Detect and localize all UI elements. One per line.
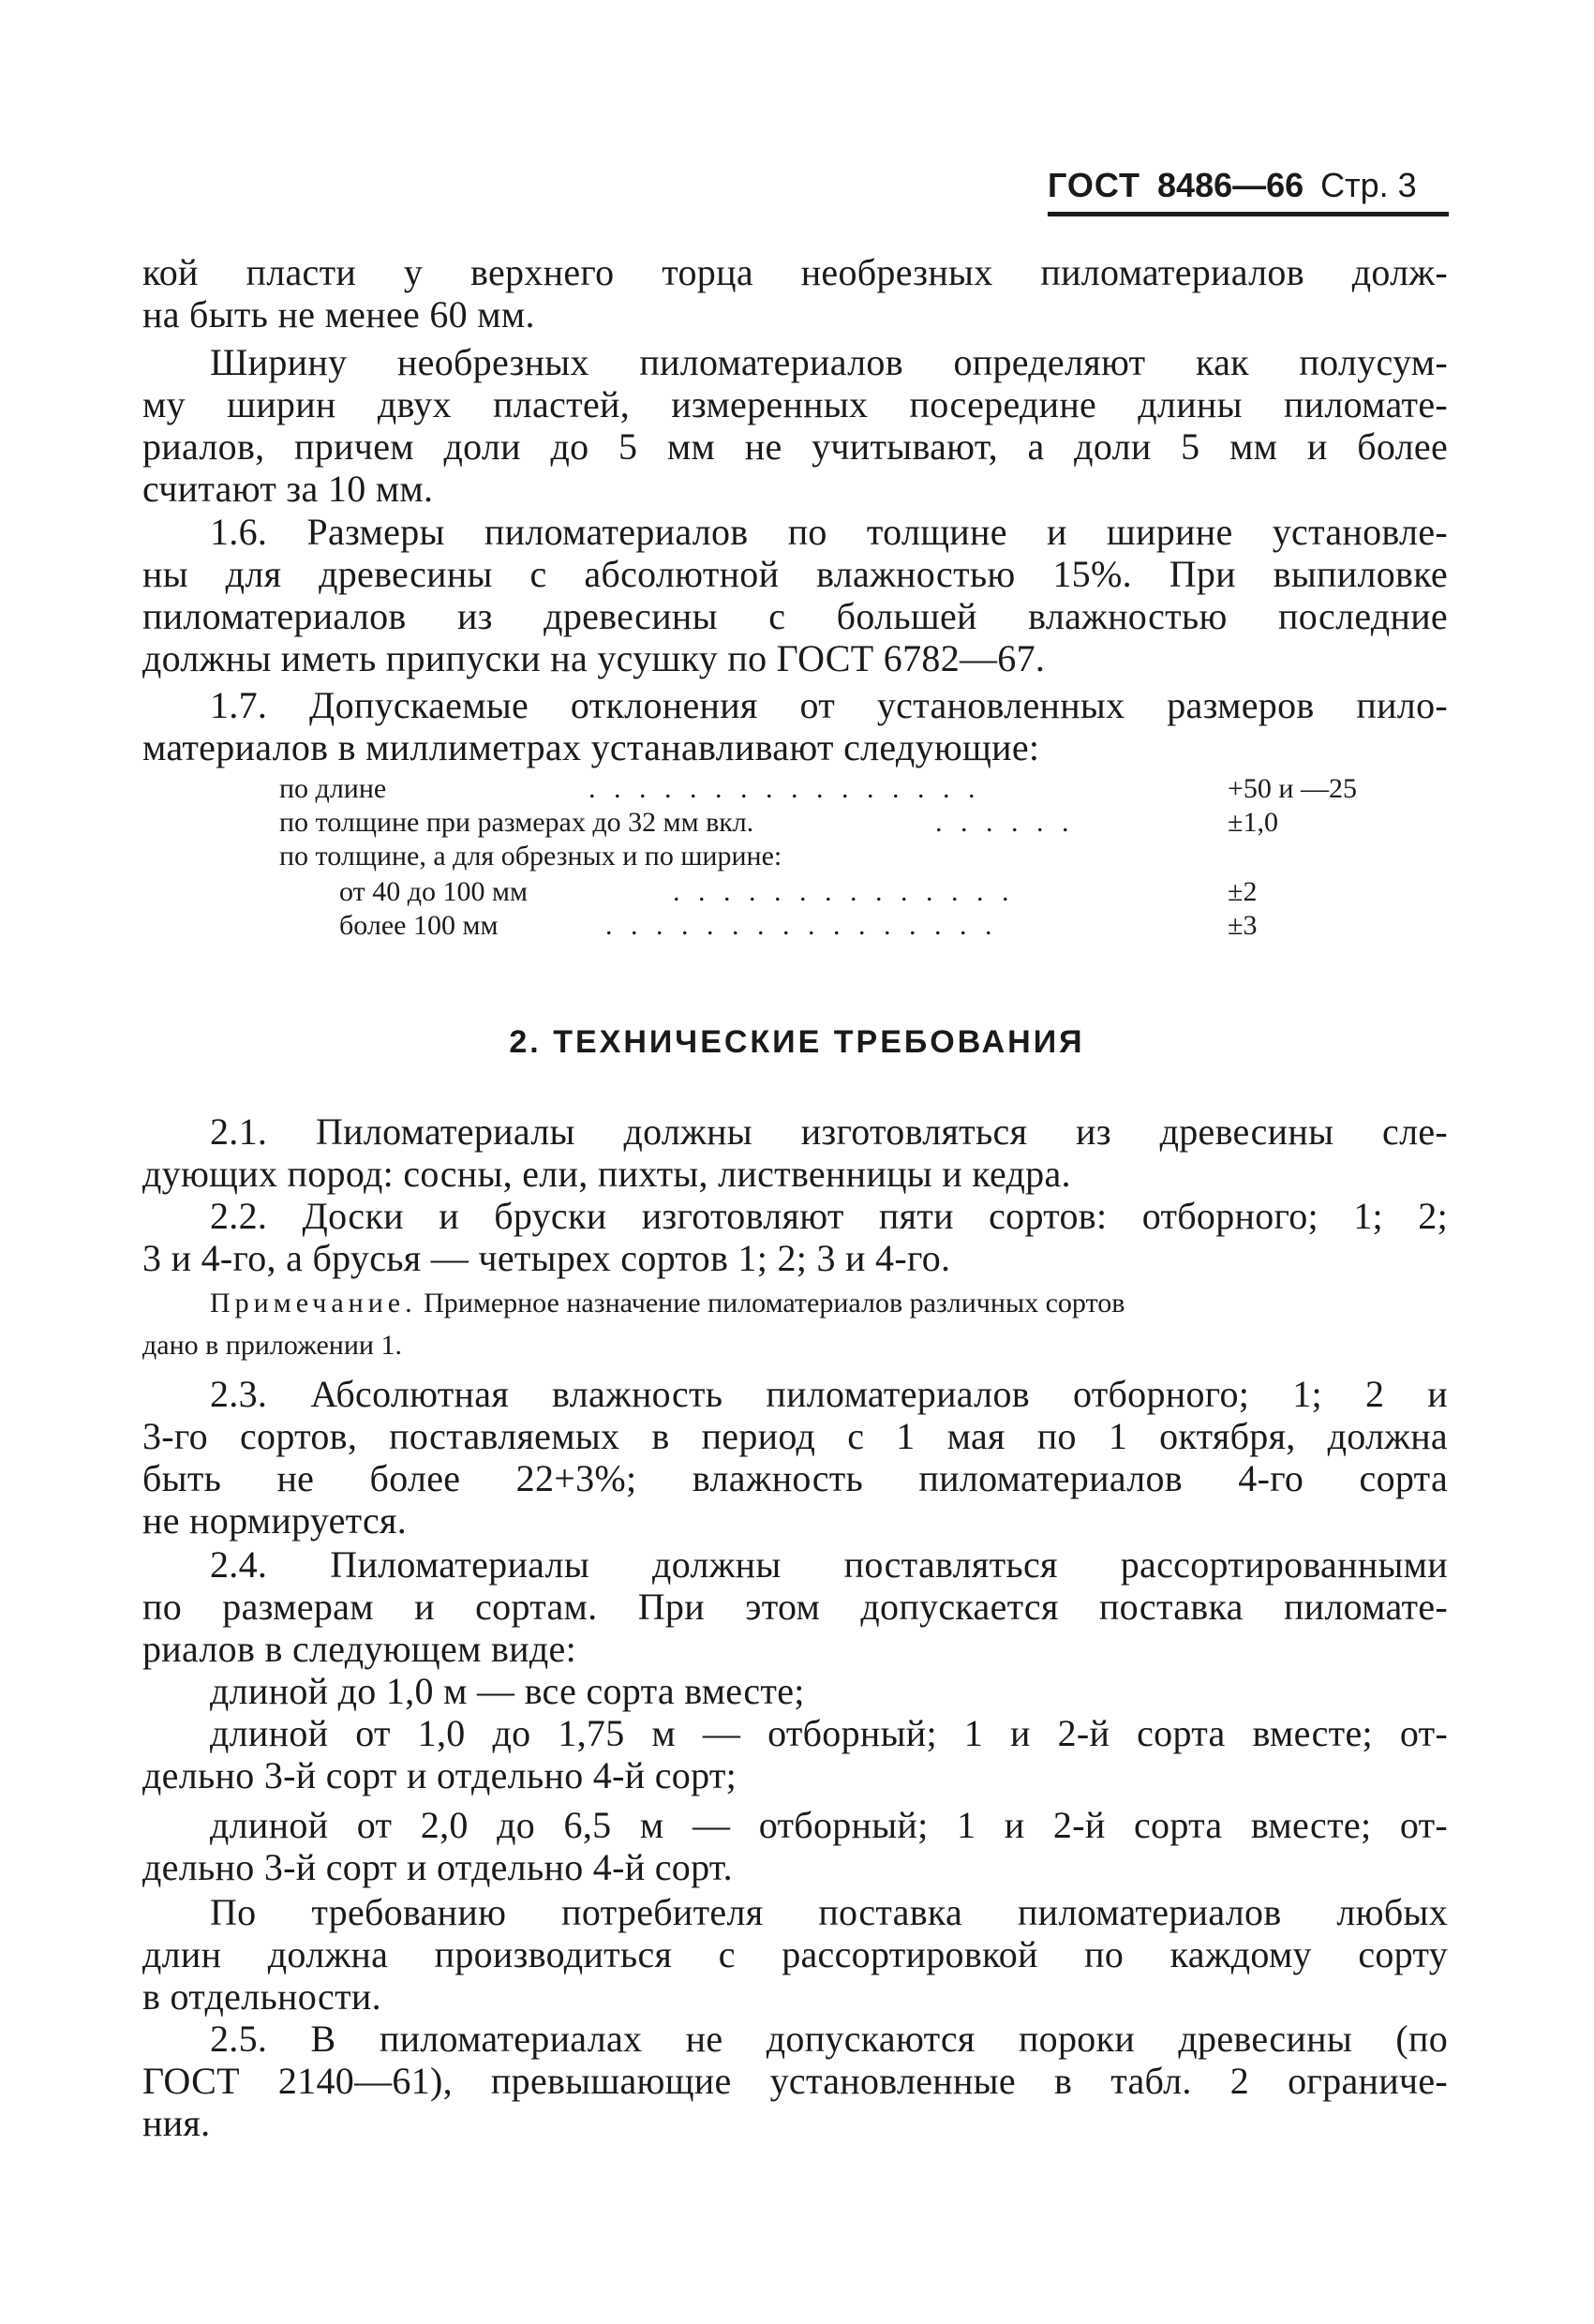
note-line: дано в приложении 1. bbox=[142, 1330, 402, 1361]
text-line: на быть не менее 60 мм. bbox=[142, 293, 535, 335]
text-line: ны для древесины с абсолютной влажностью 15%. При выпиловке bbox=[142, 553, 1448, 595]
text-line: пиломатериалов из древесины с большей влажностью последние bbox=[142, 595, 1448, 637]
note-label: Примечание. bbox=[210, 1288, 417, 1318]
text-line: дующих пород: сосны, ели, пихты, лиственницы и кедра. bbox=[142, 1153, 1071, 1195]
text-line: риалов, причем доли до 5 мм не учитывают, а доли 5 мм и более bbox=[142, 425, 1448, 468]
deviation-label: по толщине, а для обрезных и по ширине: bbox=[279, 841, 782, 872]
text-line: должны иметь припуски на усушку по ГОСТ 6782—67. bbox=[142, 637, 1046, 679]
note-block bbox=[142, 1282, 1448, 1366]
text-line: ния. bbox=[142, 2102, 211, 2144]
deviation-row-thickness bbox=[279, 806, 1451, 840]
paragraph-1-7 bbox=[142, 684, 1448, 768]
text-line: длиной до 1,0 м — все сорта вместе; bbox=[210, 1670, 805, 1712]
deviation-label: по длине bbox=[279, 773, 387, 804]
paragraph-width-measure bbox=[142, 341, 1448, 510]
text-line: 2.3. Абсолютная влажность пиломатериалов отборного; 1; 2 и bbox=[210, 1373, 1448, 1415]
text-line: Ширину необрезных пиломатериалов определяют как полусум- bbox=[210, 341, 1448, 383]
text-line: 3 и 4-го, а брусья — четырех сортов 1; 2; 3 и 4-го. bbox=[142, 1237, 951, 1279]
text-line: му ширин двух пластей, измеренных посередине длины пиломате- bbox=[142, 383, 1448, 425]
text-line: 2.4. Пиломатериалы должны поставляться рассортированными bbox=[210, 1543, 1448, 1586]
paragraph-2-1 bbox=[142, 1110, 1448, 1195]
text-line: 2.2. Доски и бруски изготовляют пяти сортов: отборного; 1; 2; bbox=[210, 1195, 1448, 1237]
paragraph-continuation bbox=[142, 251, 1448, 335]
header-page-number: Стр. 3 bbox=[1320, 166, 1417, 204]
text-line: 2.5. В пиломатериалах не допускаются пороки древесины (по bbox=[210, 2018, 1448, 2060]
text-line: кой пласти у верхнего торца необрезных пиломатериалов долж- bbox=[142, 251, 1448, 293]
text-line: быть не более 22+3%; влажность пиломатериалов 4-го сорта bbox=[142, 1457, 1448, 1499]
paragraph-2-2 bbox=[142, 1195, 1448, 1279]
deviation-row-width-heading bbox=[279, 840, 1451, 873]
paragraph-1-6 bbox=[142, 511, 1448, 679]
text-line: по размерам и сортам. При этом допускается поставка пиломате- bbox=[142, 1586, 1448, 1628]
text-line: 1.7. Допускаемые отклонения от установленных размеров пило- bbox=[210, 684, 1448, 726]
section-title: 2. ТЕХНИЧЕСКИЕ ТРЕБОВАНИЯ bbox=[509, 1024, 1085, 1060]
deviation-row-length bbox=[279, 772, 1451, 806]
text-line: риалов в следующем виде: bbox=[142, 1628, 577, 1670]
text-line: длиной от 1,0 до 1,75 м — отборный; 1 и 2-й сорта вместе; от- bbox=[210, 1712, 1448, 1754]
text-line: 1.6. Размеры пиломатериалов по толщине и ширине установле- bbox=[210, 511, 1448, 553]
deviation-label: от 40 до 100 мм bbox=[339, 876, 528, 907]
leader-dots: . . . . . . . . . . . . . . . . bbox=[605, 910, 998, 941]
text-line: в отдельности. bbox=[142, 1975, 381, 2018]
text-line: По требованию потребителя поставка пиломатериалов любых bbox=[210, 1891, 1448, 1933]
leader-dots: . . . . . . . . . . . . . . bbox=[673, 876, 1015, 907]
deviation-row-range2 bbox=[279, 909, 1451, 943]
deviation-value: ±1,0 bbox=[1228, 807, 1278, 838]
leader-dots: . . . . . . bbox=[935, 807, 1075, 838]
deviation-value: ±3 bbox=[1228, 910, 1258, 941]
text-line: не нормируется. bbox=[142, 1499, 407, 1542]
note-line bbox=[142, 1282, 1448, 1324]
text-line: длиной от 2,0 до 6,5 м — отборный; 1 и 2-й сорта вместе; от- bbox=[210, 1804, 1448, 1846]
deviation-list bbox=[279, 772, 1451, 943]
text-line: материалов в миллиметрах устанавливают следующие: bbox=[142, 726, 1040, 768]
deviation-value: +50 и —25 bbox=[1228, 773, 1357, 804]
text-line: длин должна производиться с рассортировкой по каждому сорту bbox=[142, 1933, 1448, 1975]
paragraph-2-3 bbox=[142, 1373, 1448, 1542]
text-line: считают за 10 мм. bbox=[142, 468, 434, 510]
deviation-label: более 100 мм bbox=[339, 910, 499, 941]
note-text: Примерное назначение пиломатериалов различных сортов bbox=[424, 1288, 1125, 1318]
deviation-value: ±2 bbox=[1228, 876, 1258, 907]
deviation-row-range1 bbox=[279, 875, 1451, 909]
text-line: ГОСТ 2140—61), превышающие установленные в табл. 2 ограниче- bbox=[142, 2060, 1448, 2102]
text-line: дельно 3-й сорт и отдельно 4-й сорт. bbox=[142, 1846, 733, 1888]
header-standard-number: 8486—66 bbox=[1157, 166, 1304, 204]
paragraph-2-4 bbox=[142, 1543, 1448, 1888]
text-line: дельно 3-й сорт и отдельно 4-й сорт; bbox=[142, 1754, 737, 1796]
paragraph-consumer-request bbox=[142, 1891, 1448, 2018]
paragraph-2-5 bbox=[142, 2018, 1448, 2144]
header-standard: ГОСТ bbox=[1048, 166, 1141, 204]
leader-dots: . . . . . . . . . . . . . . . . bbox=[588, 773, 981, 804]
deviation-label: по толщине при размерах до 32 мм вкл. bbox=[279, 807, 754, 838]
text-line: 3-го сортов, поставляемых в период с 1 мая по 1 октября, должна bbox=[142, 1415, 1448, 1457]
text-line: 2.1. Пиломатериалы должны изготовляться из древесины сле- bbox=[210, 1110, 1448, 1153]
page-header bbox=[1048, 165, 1449, 216]
